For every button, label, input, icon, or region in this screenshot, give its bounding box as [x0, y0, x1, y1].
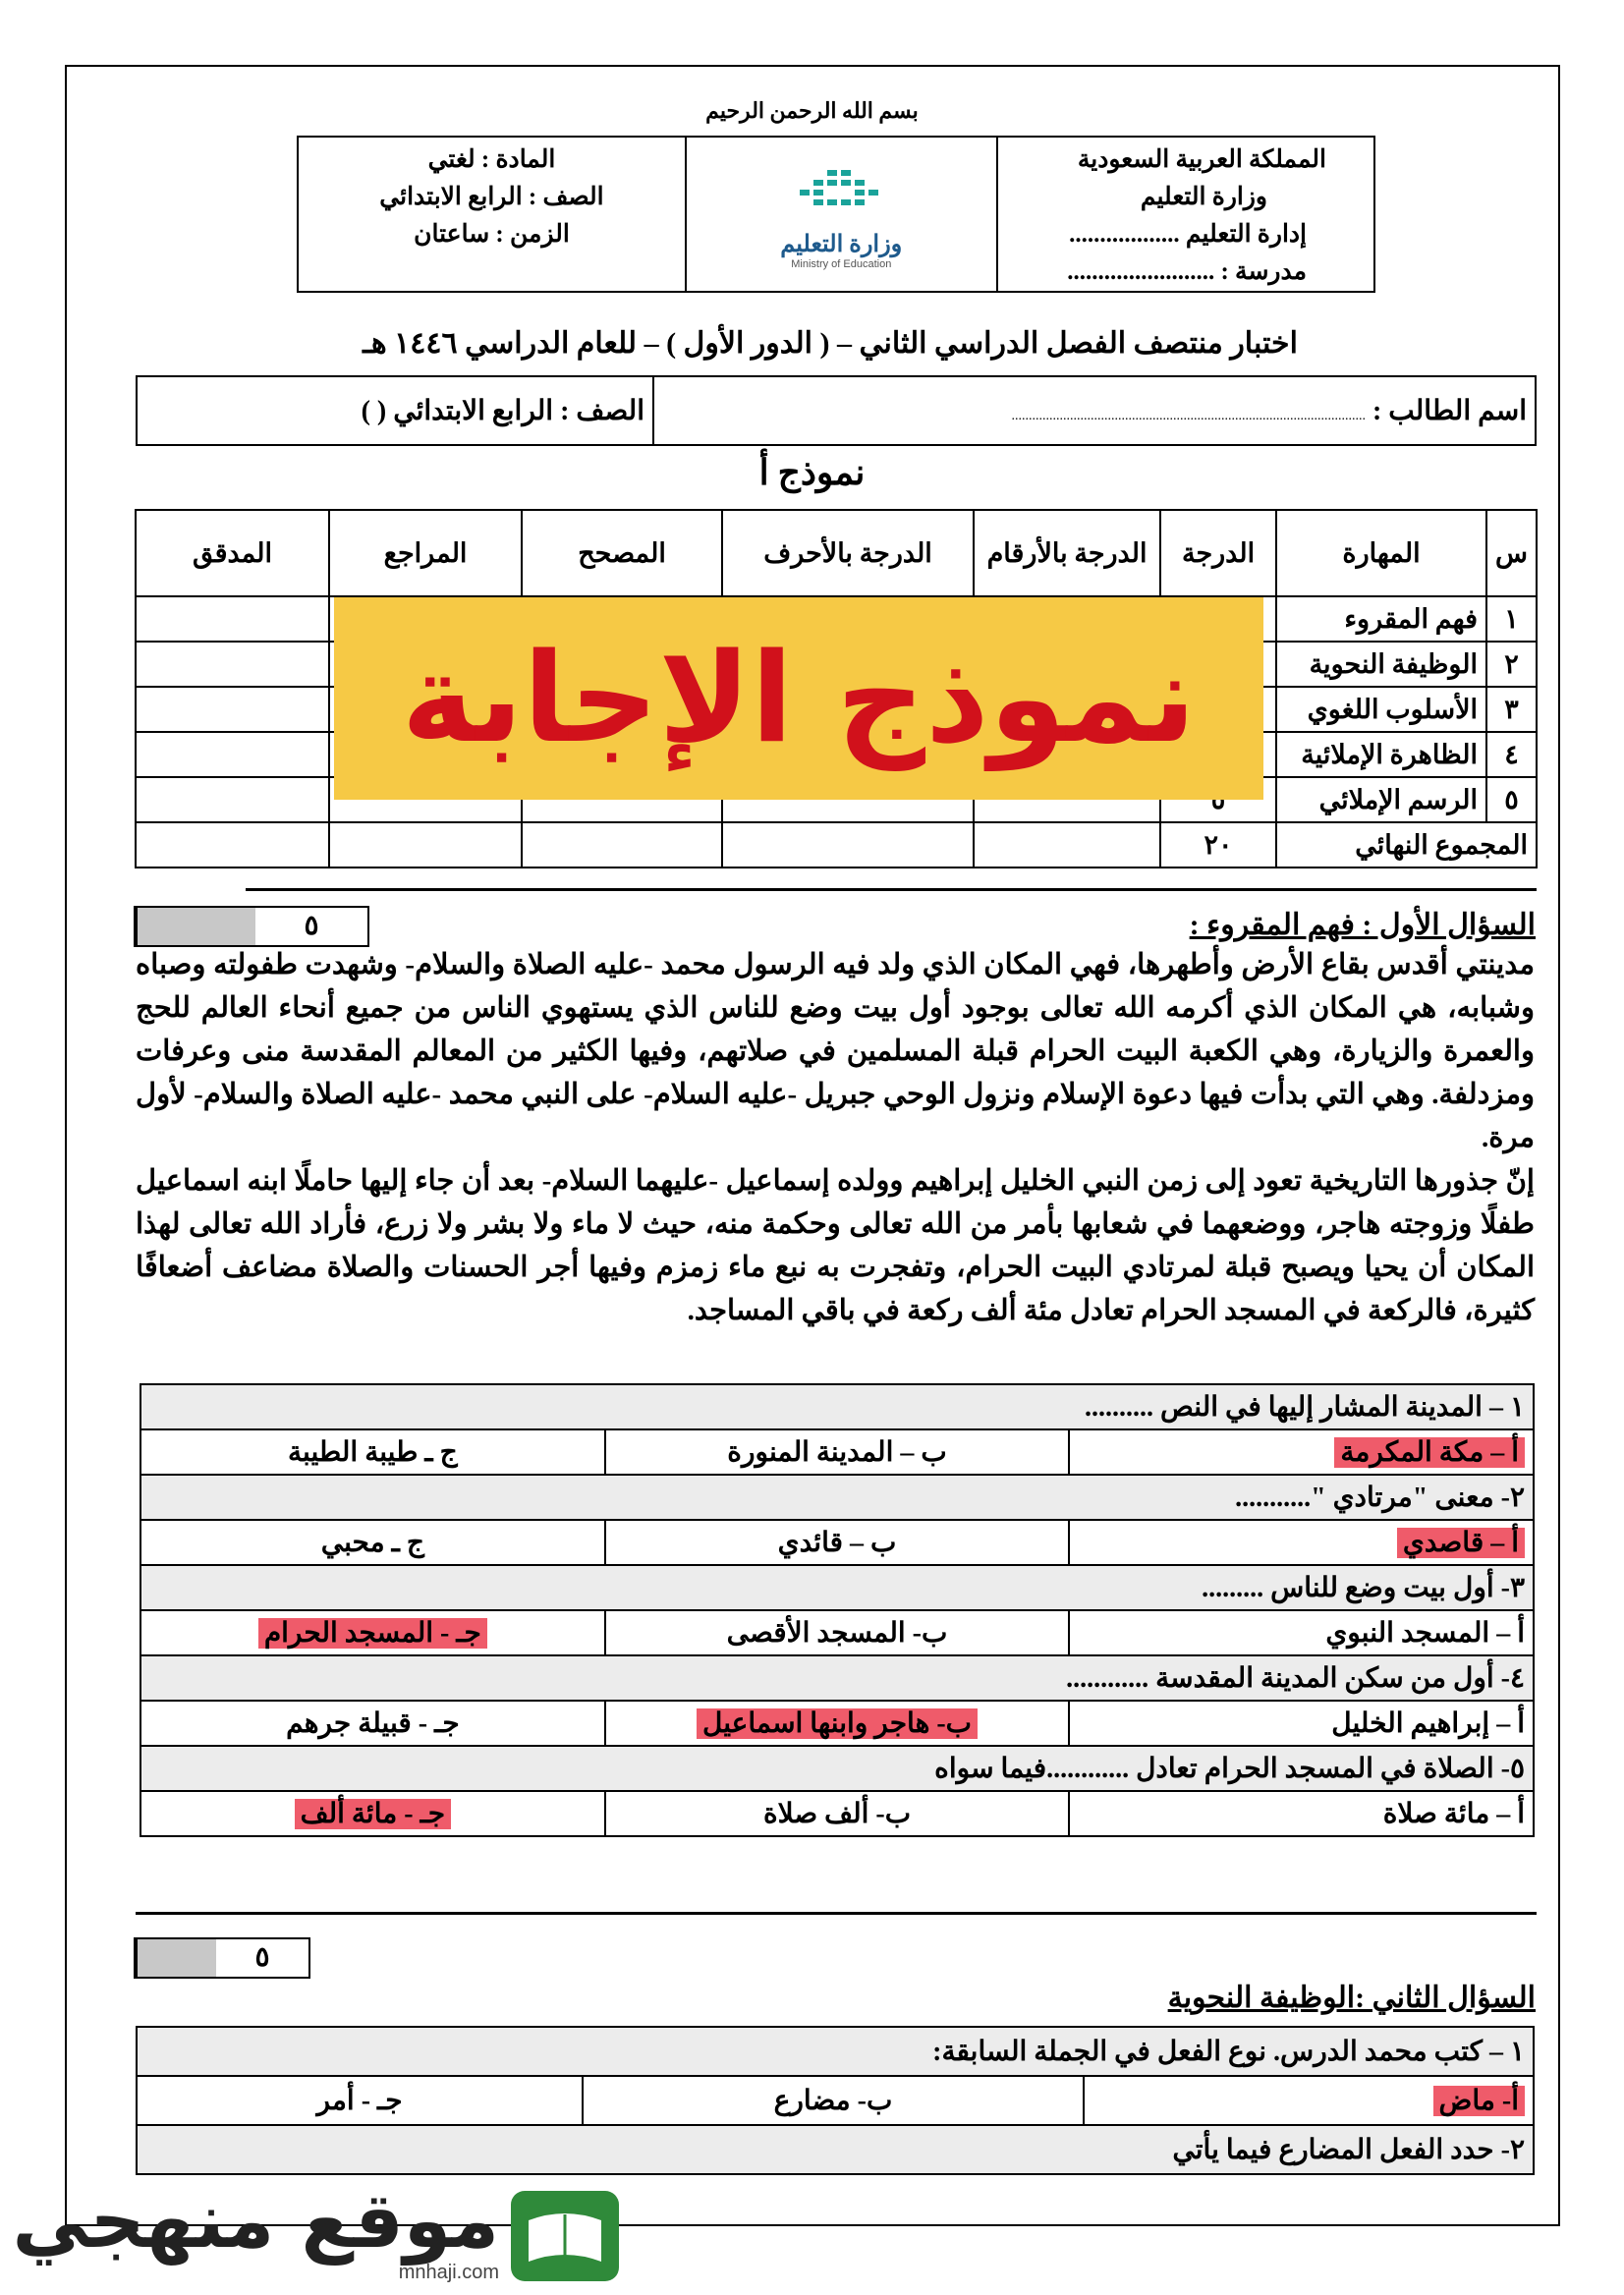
- option[interactable]: أ – المسجد النبوي: [1069, 1610, 1534, 1655]
- passage-paragraph: مدينتي أقدس بقاع الأرض وأطهرها، فهي المكان الذي ولد فيه الرسول محمد -عليه الصلاة والسلام- وشهدت طفولته وصباه وشبابه، هي المكان الذي أكرمه الله تعالى بوجود أول بيت وضع للناس الذي يستهوي الناس من جميع أنحاء العالم للحج والعمرة والزيارة، وهي الكعبة البيت الحرام قبلة المسلمين في صلاتهم، وفيها الكثير من المعالم المقدسة منى وعرفات ومزدلفة. وهي التي بدأت فيها دعوة الإسلام ونزول الوحي جبريل -عليه السلام- على النبي محمد -عليه الصلاة والسلام- لأول مرة.: [136, 949, 1535, 1153]
- header-table: [297, 136, 1375, 293]
- q1-score-blank[interactable]: [136, 908, 255, 945]
- option[interactable]: ج ـ طيبة الطيبة: [140, 1429, 605, 1475]
- q1-mcq-table: [140, 1383, 1535, 1837]
- q1-title: السؤال الأول : فهم المقروء :: [1189, 909, 1536, 941]
- grade-cell[interactable]: [136, 596, 329, 642]
- school-label: مدرسة : ........................: [1067, 258, 1307, 285]
- header-right: [997, 137, 1374, 292]
- grades-header: المراجع: [329, 510, 522, 596]
- option[interactable]: [140, 1610, 605, 1655]
- ministry-logo: [686, 137, 997, 292]
- basmala: بسم الله الرحمن الرحيم: [705, 98, 919, 123]
- site-logo[interactable]: [12, 2177, 619, 2289]
- correct-option: أ – قاصدي: [1397, 1528, 1525, 1558]
- option[interactable]: جـ - قبيلة جرهم: [140, 1701, 605, 1746]
- option[interactable]: ج ـ محبي: [140, 1520, 605, 1565]
- question-text: ١ – كتب محمد الدرس. نوع الفعل في الجملة السابقة:: [137, 2027, 1534, 2076]
- grades-header: الدرجة: [1160, 510, 1276, 596]
- q2-title: السؤال الثاني :الوظيفة النحوية: [1167, 1982, 1536, 2014]
- student-class-cell[interactable]: [137, 376, 653, 445]
- option[interactable]: [1084, 2076, 1534, 2125]
- option[interactable]: ب- المسجد الأقصى: [605, 1610, 1070, 1655]
- model-label: نموذج أ: [758, 453, 866, 492]
- student-name-cell[interactable]: [653, 376, 1536, 445]
- row-skill: الرسم الإملائي: [1276, 777, 1486, 822]
- grade-cell[interactable]: [136, 822, 329, 868]
- student-name-label: اسم الطالب :: [1372, 396, 1527, 426]
- q2-score-blank[interactable]: [136, 1939, 216, 1977]
- grades-header: الدرجة بالأرقام: [974, 510, 1160, 596]
- passage-paragraph: إنّ جذورها التاريخية تعود إلى زمن النبي الخليل إبراهيم وولده إسماعيل -عليهما السلام- بعد أن جاء إليها حاملًا ابنه اسماعيل طفلًا وزوجته هاجر، ووضعهما في شعابها بأمر من الله تعالى وحكمة منه، حيث لا ماء ولا بشر ولا زرع، فأراد الله تعالى لهذا المكان أن يحيا ويصبح قبلة لمرتادي البيت الحرام، وتفجرت به نبع ماء زمزم وفيها أجر الحسنات والصلاة مضاعف أضعافًا كثيرة، فالركعة في المسجد الحرام تعادل مئة ألف ركعة في باقي المساجد.: [136, 1165, 1535, 1326]
- question-text: ٣- أول بيت وضع للناس .........: [140, 1565, 1534, 1610]
- question-text: ١ – المدينة المشار إليها في النص ..........: [140, 1384, 1534, 1429]
- kingdom-label: المملكة العربية السعودية: [1077, 146, 1326, 173]
- option[interactable]: [1069, 1429, 1534, 1475]
- site-logo-name: موقع منهجي: [12, 2177, 499, 2266]
- grade-cell[interactable]: [136, 732, 329, 777]
- q2-score: ٥: [254, 1942, 270, 1973]
- row-skill: الأسلوب اللغوي: [1276, 687, 1486, 732]
- grades-header: المهارة: [1276, 510, 1486, 596]
- option[interactable]: أ – مائة صلاة: [1069, 1791, 1534, 1836]
- option[interactable]: ب – المدينة المنورة: [605, 1429, 1070, 1475]
- student-info: [136, 375, 1537, 446]
- header-left: [298, 137, 686, 292]
- row-num: ٣: [1486, 687, 1537, 732]
- student-name-dots: .......................................................................................................: [1011, 409, 1366, 423]
- grades-header: س: [1486, 510, 1537, 596]
- q2-table: [136, 2026, 1535, 2175]
- site-logo-url: mnhaji.com: [398, 2262, 499, 2283]
- grade-cell[interactable]: [974, 822, 1160, 868]
- time-label: الزمن : ساعتان: [414, 221, 570, 248]
- option[interactable]: جـ - أمر: [137, 2076, 583, 2125]
- answer-key-text: نموذج الإجابة: [401, 626, 1197, 770]
- question-text: ٤- أول من سكن المدينة المقدسة ............: [140, 1655, 1534, 1701]
- divider: [136, 1912, 1537, 1915]
- q1-passage: [136, 943, 1535, 1332]
- option[interactable]: [605, 1701, 1070, 1746]
- row-num: ١: [1486, 596, 1537, 642]
- correct-option: جـ - مائة ألف: [295, 1799, 451, 1829]
- ministry-logo-en: Ministry of Education: [791, 258, 892, 270]
- ministry-label: وزارة التعليم: [1140, 184, 1267, 210]
- grade-cell[interactable]: [522, 822, 722, 868]
- option[interactable]: [140, 1791, 605, 1836]
- total-value: ٢٠: [1160, 822, 1276, 868]
- q2-score-box: [134, 1937, 310, 1979]
- grades-header: الدرجة بالأحرف: [722, 510, 974, 596]
- question-text: ٥- الصلاة في المسجد الحرام تعادل ............فيما سواه: [140, 1746, 1534, 1791]
- total-label: المجموع النهائي: [1276, 822, 1537, 868]
- correct-option: جـ - المسجد الحرام: [258, 1618, 487, 1649]
- book-icon: [511, 2191, 619, 2281]
- question-text: ٢- حدد الفعل المضارع فيما يأتي: [137, 2125, 1534, 2174]
- row-num: ٥: [1486, 777, 1537, 822]
- grade-label: الصف : الرابع الابتدائي: [379, 184, 604, 210]
- option[interactable]: ب- ألف صلاة: [605, 1791, 1070, 1836]
- row-num: ٤: [1486, 732, 1537, 777]
- row-skill: فهم المقروء: [1276, 596, 1486, 642]
- education-admin-label: إدارة التعليم ..................: [1069, 221, 1307, 248]
- grade-cell[interactable]: [722, 822, 974, 868]
- total-row: [136, 822, 1537, 868]
- row-skill: الوظيفة النحوية: [1276, 642, 1486, 687]
- grade-cell[interactable]: [329, 822, 522, 868]
- option[interactable]: ب- مضارع: [583, 2076, 1084, 2125]
- grades-header: المدقق: [136, 510, 329, 596]
- student-class-label: الصف : الرابع الابتدائي ( ): [361, 396, 644, 426]
- correct-option: أ – مكة المكرمة: [1334, 1437, 1525, 1468]
- answer-key-stamp: [334, 597, 1263, 800]
- correct-option: ب- هاجر وابنها اسماعيل: [697, 1708, 978, 1739]
- option[interactable]: ب – قائدي: [605, 1520, 1070, 1565]
- grade-cell[interactable]: [136, 687, 329, 732]
- grade-cell[interactable]: [136, 777, 329, 822]
- grade-cell[interactable]: [136, 642, 329, 687]
- option[interactable]: أ – إبراهيم الخليل: [1069, 1701, 1534, 1746]
- subject-label: المادة : لغتي: [427, 146, 556, 173]
- question-text: ٢- معنى "مرتادي "...........: [140, 1475, 1534, 1520]
- q1-score-box: [134, 906, 369, 947]
- ministry-logo-ar: وزارة التعليم: [780, 232, 903, 257]
- q1-score: ٥: [304, 911, 319, 941]
- divider: [246, 888, 1537, 891]
- grades-header: المصحح: [522, 510, 722, 596]
- row-num: ٢: [1486, 642, 1537, 687]
- option[interactable]: [1069, 1520, 1534, 1565]
- exam-title: اختبار منتصف الفصل الدراسي الثاني – ( الدور الأول ) – للعام الدراسي ١٤٤٦ هـ: [363, 327, 1298, 360]
- correct-option: أ- ماض: [1433, 2086, 1525, 2116]
- row-skill: الظاهرة الإملائية: [1276, 732, 1486, 777]
